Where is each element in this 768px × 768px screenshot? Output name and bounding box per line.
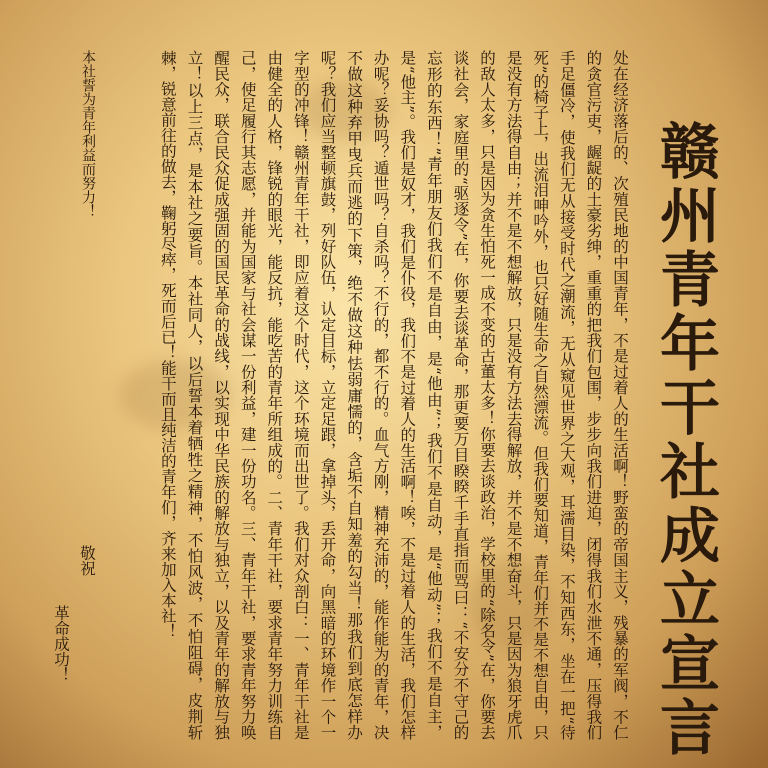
closing-line-respect: 敬祝 <box>78 545 96 576</box>
manifesto-body: 处在经济落后的、次殖民地的中国青年，不是过着人的生活啊！野蛮的帝国主义，残暴的军阀，不仁的贪官污吏，龌龊的土豪劣绅，重重的把我们包围，步步向我们进迫，闭得我们水泄不通，压得我们手足僵冷，使我们无从接受时代之潮流，无从窥见世界之大观，耳濡目染，不知西东，坐在一把“待死”的椅子上，出流泪呻吟外，也只好随生命之自然漂流。但我们要知道，青年们并不是不想自由，只是没有方法得自由；并不是不想解放，只是没有方法去得解放，并不是不想奋斗，只是因为狼牙虎爪的敌人太多，只是因为贪生怕死一成不变的古董太多！你要去谈政治，学校里的“除名令”在，你要去谈社会，家庭里的“驱逐令”在，你要去谈革命，那更要万目睽睽千手直指而骂曰：“不安分不守己的忘形的东西！”青年朋友们我们不是自由，是“他由”；我们不是自动，是“他动”；我们不是自主，是“他主”。我们是奴才，我们是仆役，我们不是过着人的生活啊！唉，不是过着人的生活，我们怎样办呢？妥协吗？遁世吗？自杀吗？不行的，都不行的。血气方刚，精神充沛的，能作能为的青年，决不做这种弃甲曳兵而逃的下策，绝不做这种怯弱庸懦的，含垢不自知羞的勾当！那我们到底怎样办呢？我们应当整顿旗鼓，列好队伍，认定目标，立定足跟，拿掉头，丢开命，向黑暗的环境作一个一字型的冲锋！赣州青年干社，即应着这个时代，这个环境而出世了。我们对众剖白：一、青年干社是由健全的人格，锋锐的眼光，能反抗，能吃苦的青年所组成的。二、青年干社，要求青年努力训练自己，使足履行其志愿，并能为国家与社会谋一份利益，建一份功名。三、青年干社，要求青年努力唤醒民众，联合民众促成强固的国民革命的战线，以实现中华民族的解放与独立，以及青年的解放与独立！以上三点，是本社之要旨。本社同人，以后誓本着牺牲之精神，不怕风波，不怕阻碍，皮荆斩棘，锐意前往的做去，鞠躬尽瘁，死而后已！能干而且纯洁的青年们，齐来加入本社！ <box>158 50 629 740</box>
society-motto: 本社誓为青年利益而努力！ <box>80 50 96 218</box>
closing-salutation <box>40 545 100 745</box>
manifesto-title: 赣州青年干社成立宣言 <box>650 120 720 760</box>
closing-line-wish: 革命成功！ <box>52 605 70 683</box>
